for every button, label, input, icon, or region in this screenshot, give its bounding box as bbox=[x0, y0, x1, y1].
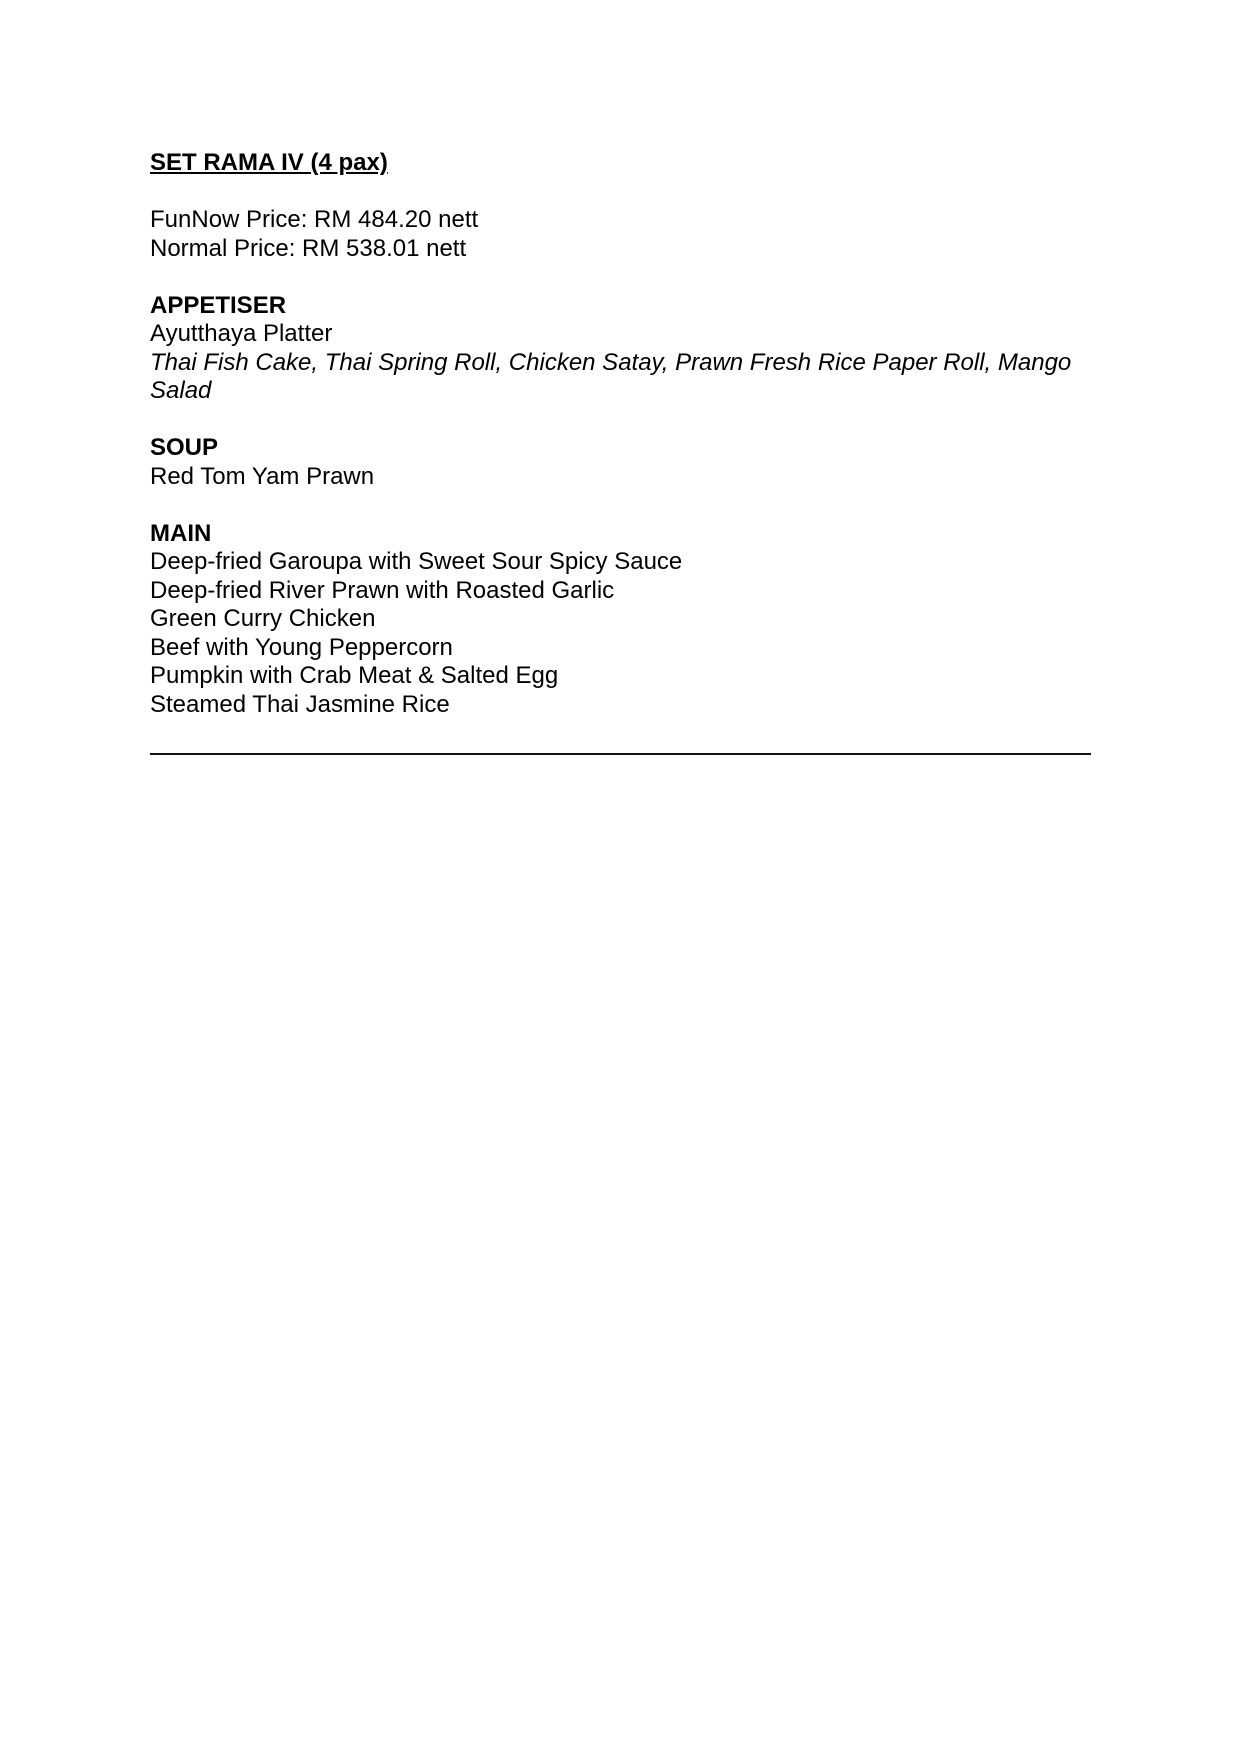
main-item: Deep-fried River Prawn with Roasted Garlic bbox=[150, 576, 615, 604]
appetiser-item: Ayutthaya Platter bbox=[150, 320, 333, 347]
blank-line bbox=[150, 491, 1094, 520]
main-item: Green Curry Chicken bbox=[150, 605, 376, 632]
menu-content bbox=[150, 149, 1094, 755]
normal-price-line: Normal Price: RM 538.01 nett bbox=[150, 234, 467, 262]
main-item: Pumpkin with Crab Meat & Salted Egg bbox=[150, 662, 559, 689]
blank-line bbox=[150, 178, 1094, 207]
funnow-price-line: FunNow Price: RM 484.20 nett bbox=[150, 206, 479, 233]
set-title: SET RAMA IV (4 pax) bbox=[150, 149, 388, 176]
appetiser-description: Thai Fish Cake, Thai Spring Roll, Chicken Satay, Prawn Fresh Rice Paper Roll, Mango Salad bbox=[150, 348, 1072, 404]
main-item: Steamed Thai Jasmine Rice bbox=[150, 690, 450, 718]
blank-line bbox=[150, 263, 1094, 292]
soup-heading: SOUP bbox=[150, 434, 219, 461]
main-item: Beef with Young Peppercorn bbox=[150, 633, 453, 661]
soup-item: Red Tom Yam Prawn bbox=[150, 462, 375, 490]
divider-rule bbox=[150, 753, 1091, 755]
main-item: Deep-fried Garoupa with Sweet Sour Spicy Sauce bbox=[150, 548, 683, 575]
blank-line bbox=[150, 406, 1094, 435]
main-heading: MAIN bbox=[150, 519, 212, 547]
appetiser-heading: APPETISER bbox=[150, 291, 287, 319]
